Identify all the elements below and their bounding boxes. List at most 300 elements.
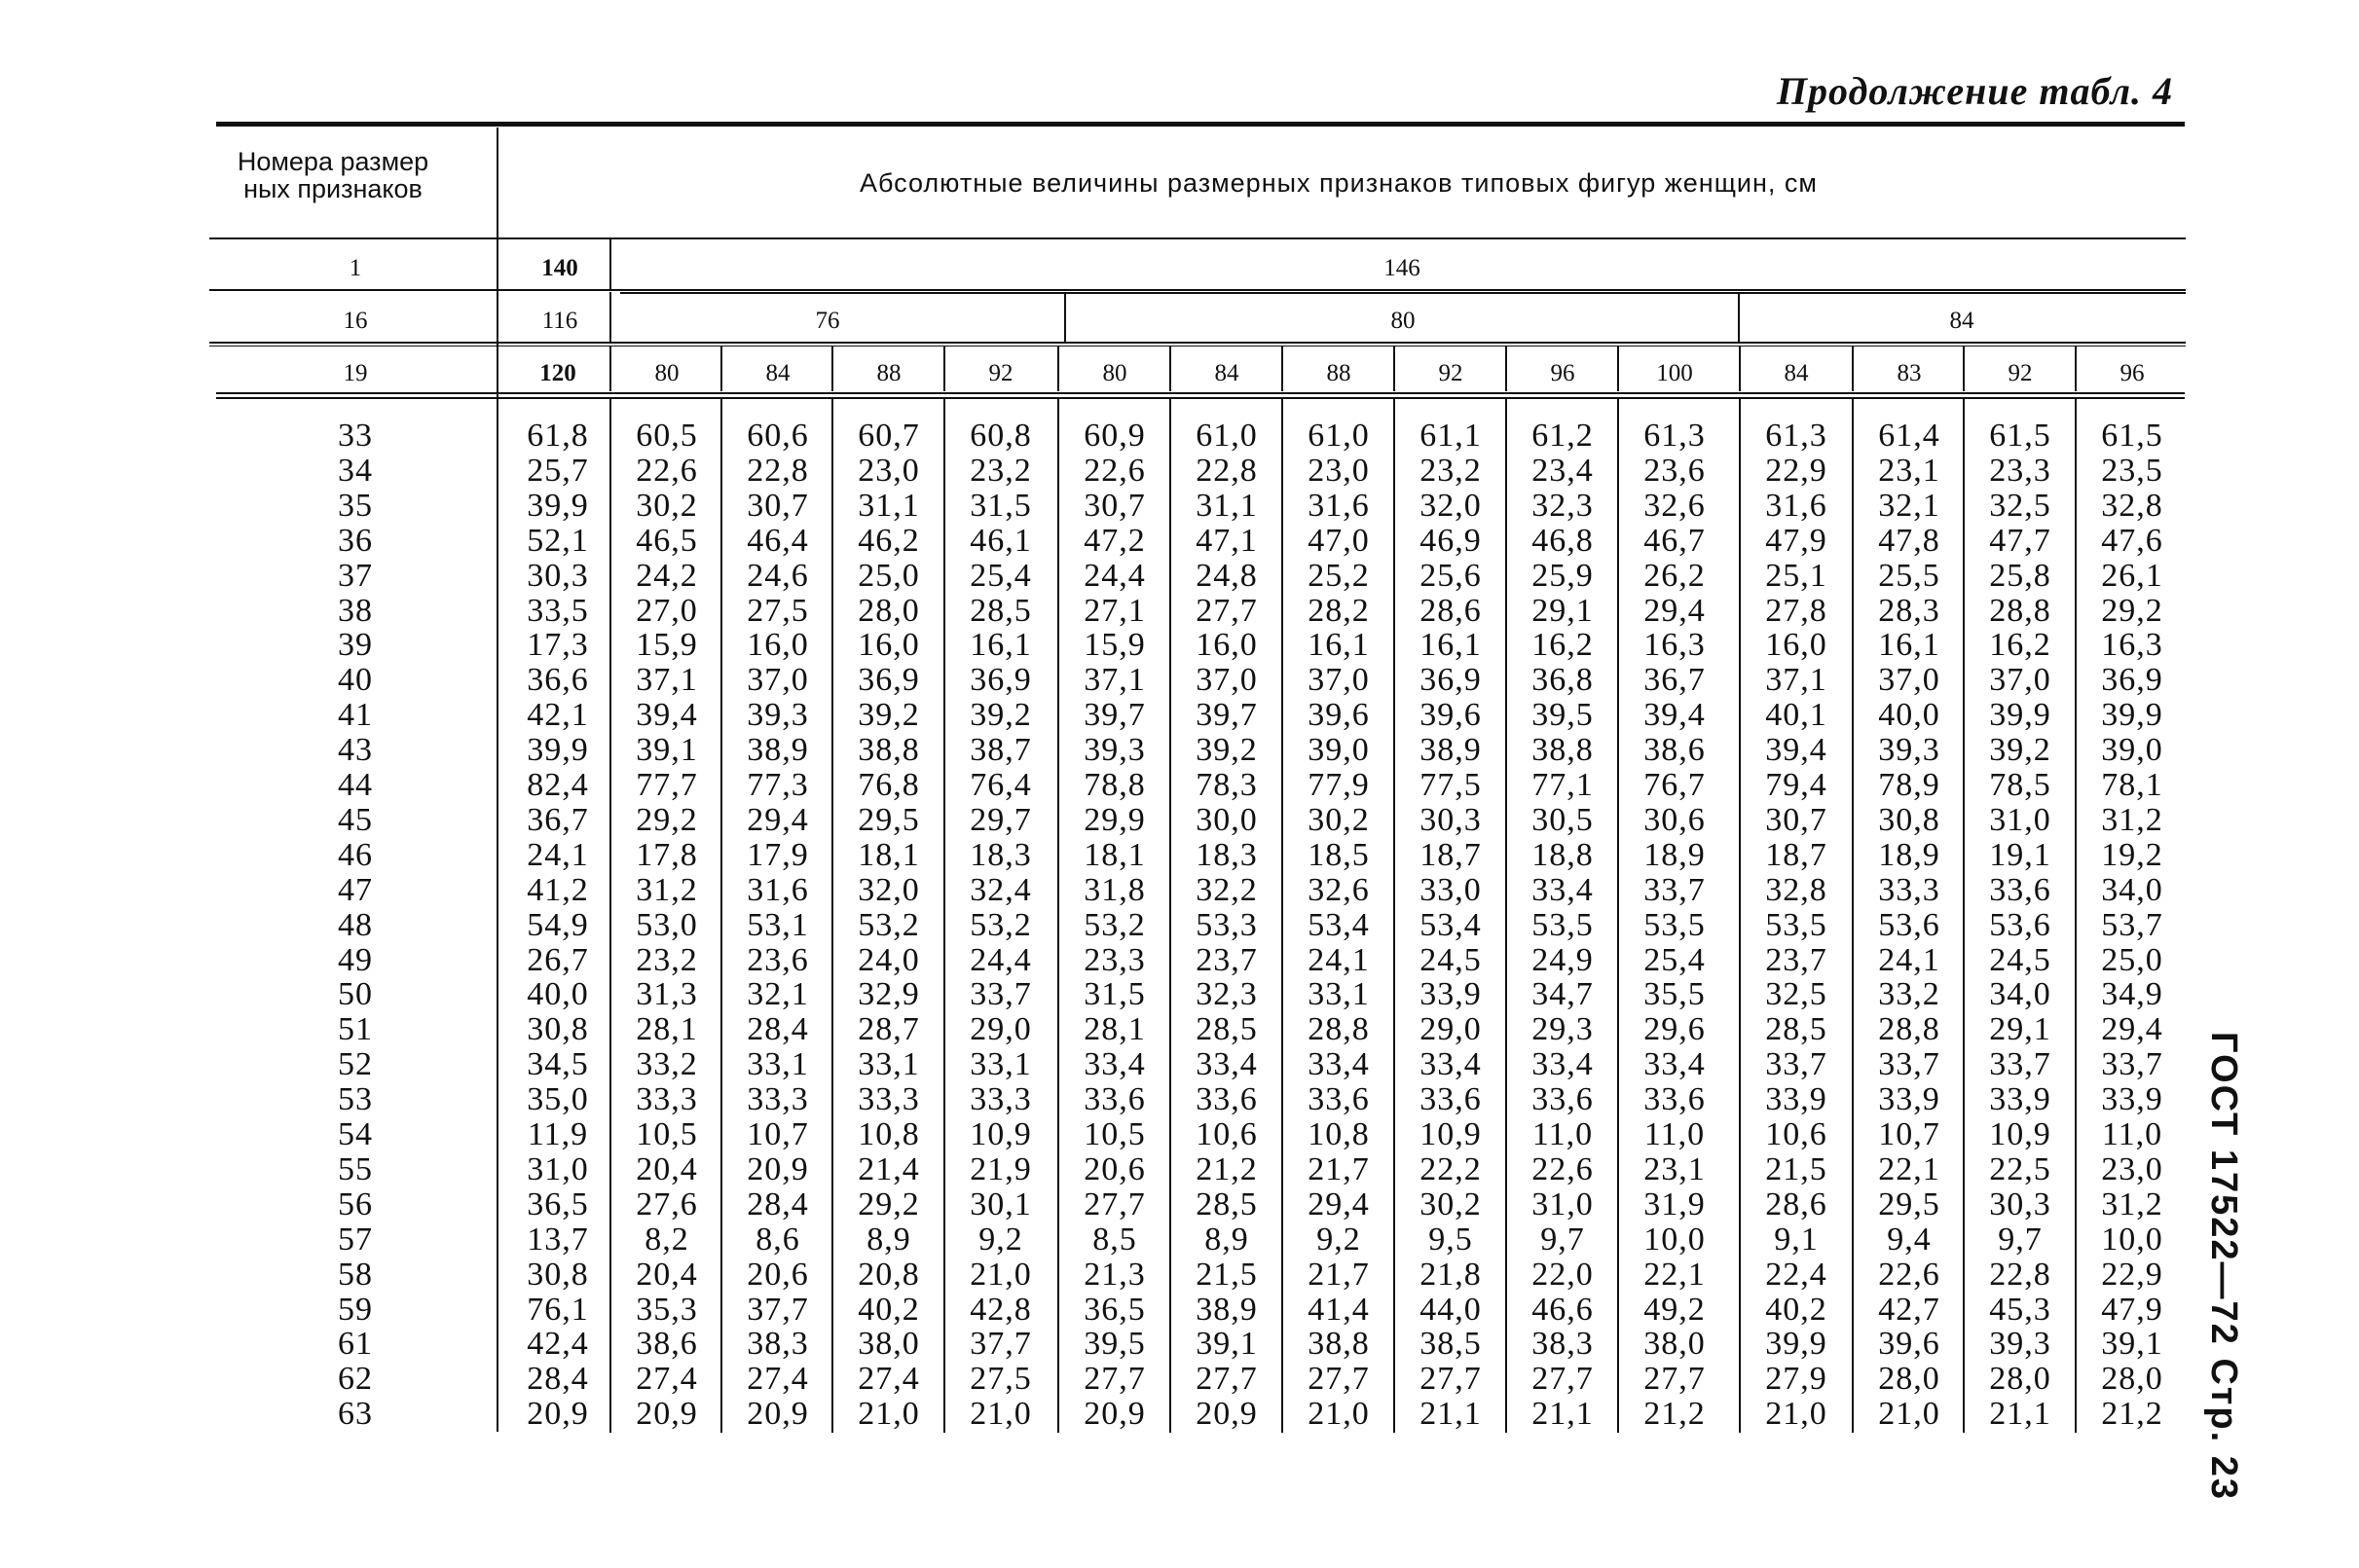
table-cell: 46,4 — [747, 522, 809, 559]
table-cell: 40,0 — [1878, 697, 1940, 734]
table-cell: 26,7 — [527, 941, 589, 978]
table-cell: 25,4 — [1643, 941, 1706, 978]
table-cell: 35,0 — [527, 1081, 589, 1118]
table-cell: 28,0 — [858, 592, 920, 629]
table-cell: 23,2 — [636, 941, 698, 978]
table-cell: 33,7 — [970, 976, 1032, 1013]
header-separator — [1169, 346, 1171, 391]
table-cell: 31,8 — [1084, 871, 1146, 908]
table-cell: 30,6 — [1643, 801, 1706, 838]
table-cell: 8,9 — [866, 1221, 911, 1258]
header-row1-label: 1 — [349, 255, 362, 281]
table-cell: 23,3 — [1989, 452, 2051, 489]
table-cell: 20,8 — [858, 1256, 920, 1293]
table-cell: 44,0 — [1419, 1291, 1482, 1328]
table-cell: 31,1 — [858, 487, 920, 524]
table-row — [0, 1222, 2239, 1257]
table-cell: 61,2 — [1531, 418, 1594, 454]
table-row — [0, 559, 2239, 593]
table-cell: 53,3 — [1196, 906, 1258, 943]
table-cell: 18,1 — [1084, 836, 1146, 873]
table-cell: 53,0 — [636, 906, 698, 943]
table-cell: 10,8 — [858, 1116, 920, 1152]
column-separator — [1739, 399, 1741, 1433]
table-cell: 10,6 — [1196, 1116, 1258, 1152]
header-row1-group: 146 — [1383, 255, 1420, 281]
table-cell: 38,8 — [1308, 1326, 1370, 1363]
table-cell: 31,5 — [1084, 976, 1146, 1013]
table-cell: 31,9 — [1643, 1185, 1706, 1222]
table-cell: 61,8 — [527, 418, 589, 454]
table-cell: 39,4 — [1643, 697, 1706, 734]
table-cell: 24,2 — [636, 557, 698, 594]
table-cell: 20,4 — [636, 1150, 698, 1187]
table-cell: 26,2 — [1643, 557, 1706, 594]
table-cell: 33,6 — [1084, 1081, 1146, 1118]
table-cell: 33,4 — [1531, 1046, 1594, 1083]
feature-number: 33 — [338, 418, 373, 454]
table-cell: 30,2 — [1419, 1185, 1482, 1222]
table-cell: 32,0 — [858, 871, 920, 908]
table-cell: 33,4 — [1531, 871, 1594, 908]
table-cell: 53,5 — [1765, 906, 1827, 943]
table-cell: 33,7 — [1643, 871, 1706, 908]
table-cell: 28,4 — [527, 1361, 589, 1398]
table-cell: 53,2 — [858, 906, 920, 943]
table-cell: 28,3 — [1878, 592, 1940, 629]
table-cell: 23,4 — [1531, 452, 1594, 489]
table-cell: 27,5 — [747, 592, 809, 629]
table-cell: 78,1 — [2101, 767, 2163, 803]
table-cell: 18,9 — [1643, 836, 1706, 873]
table-cell: 46,9 — [1419, 522, 1482, 559]
table-row — [0, 838, 2239, 872]
table-cell: 25,0 — [2101, 941, 2163, 978]
header-row3-col: 84 — [765, 360, 791, 386]
table-cell: 40,0 — [527, 976, 589, 1013]
header-separator — [609, 346, 611, 391]
table-cell: 34,5 — [527, 1046, 589, 1083]
table-cell: 10,8 — [1308, 1116, 1370, 1152]
table-cell: 23,2 — [970, 452, 1032, 489]
table-cell: 27,7 — [1419, 1361, 1482, 1398]
table-cell: 18,7 — [1419, 836, 1482, 873]
table-cell: 33,5 — [527, 592, 589, 629]
table-cell: 21,4 — [858, 1150, 920, 1187]
page-sidebar-label: ГОСТ 17522—72 Стр. 23 — [2203, 1032, 2244, 1502]
feature-number: 40 — [338, 662, 373, 699]
table-cell: 45,3 — [1989, 1291, 2051, 1328]
header-absolute-values: Абсолютные величины размерных признаков типовых фигур женщин, см — [860, 168, 1818, 198]
table-cell: 21,7 — [1308, 1256, 1370, 1293]
table-cell: 28,4 — [747, 1011, 809, 1048]
table-cell: 20,9 — [636, 1396, 698, 1433]
table-cell: 11,0 — [1531, 1116, 1594, 1152]
feature-number: 36 — [338, 522, 373, 559]
table-cell: 32,8 — [2101, 487, 2163, 524]
column-separator — [1281, 399, 1283, 1433]
table-cell: 24,9 — [1531, 941, 1594, 978]
header-separator — [720, 346, 722, 391]
table-cell: 33,3 — [970, 1081, 1032, 1118]
table-cell: 38,9 — [747, 732, 809, 769]
table-cell: 39,9 — [1989, 697, 2051, 734]
table-cell: 33,6 — [1531, 1081, 1594, 1118]
table-cell: 30,8 — [1878, 801, 1940, 838]
table-cell: 53,2 — [970, 906, 1032, 943]
header-row3-col: 92 — [2008, 360, 2033, 386]
table-cell: 36,7 — [1643, 662, 1706, 699]
table-cell: 39,9 — [527, 732, 589, 769]
header-row1-group: 140 — [541, 255, 578, 281]
table-cell: 39,6 — [1419, 697, 1482, 734]
table-cell: 22,8 — [747, 452, 809, 489]
table-cell: 42,8 — [970, 1291, 1032, 1328]
table-row — [0, 733, 2239, 767]
table-cell: 21,0 — [970, 1256, 1032, 1293]
feature-number: 39 — [338, 627, 373, 664]
table-cell: 78,9 — [1878, 767, 1940, 803]
table-cell: 38,0 — [1643, 1326, 1706, 1363]
table-cell: 21,1 — [1419, 1396, 1482, 1433]
table-cell: 32,0 — [1419, 487, 1482, 524]
table-cell: 39,0 — [2101, 732, 2163, 769]
table-cell: 33,7 — [1878, 1046, 1940, 1083]
table-cell: 25,4 — [970, 557, 1032, 594]
table-cell: 33,4 — [1308, 1046, 1370, 1083]
table-cell: 77,9 — [1308, 767, 1370, 803]
table-cell: 22,6 — [636, 452, 698, 489]
table-cell: 33,2 — [636, 1046, 698, 1083]
header-row3-col: 96 — [2119, 360, 2145, 386]
table-cell: 76,8 — [858, 767, 920, 803]
table-cell: 16,1 — [1878, 627, 1940, 664]
table-cell: 29,5 — [1878, 1185, 1940, 1222]
table-cell: 30,2 — [1308, 801, 1370, 838]
feature-number: 44 — [338, 767, 373, 803]
table-cell: 54,9 — [527, 906, 589, 943]
table-cell: 23,7 — [1765, 941, 1827, 978]
table-cell: 40,2 — [1765, 1291, 1827, 1328]
table-cell: 49,2 — [1643, 1291, 1706, 1328]
table-cell: 33,9 — [1765, 1081, 1827, 1118]
table-cell: 29,2 — [2101, 592, 2163, 629]
table-row — [0, 1012, 2239, 1046]
table-cell: 18,3 — [1196, 836, 1258, 873]
table-cell: 22,6 — [1878, 1256, 1940, 1293]
table-cell: 77,7 — [636, 767, 698, 803]
table-row — [0, 698, 2239, 732]
table-cell: 9,4 — [1887, 1221, 1932, 1258]
table-cell: 36,9 — [858, 662, 920, 699]
table-cell: 33,3 — [636, 1081, 698, 1118]
table-cell: 40,1 — [1765, 697, 1827, 734]
table-cell: 24,5 — [1419, 941, 1482, 978]
table-cell: 60,5 — [636, 418, 698, 454]
feature-number: 38 — [338, 592, 373, 629]
table-cell: 23,0 — [858, 452, 920, 489]
table-row — [0, 594, 2239, 628]
table-cell: 32,2 — [1196, 871, 1258, 908]
table-cell: 38,8 — [1531, 732, 1594, 769]
header-separator — [1739, 346, 1741, 391]
table-cell: 16,3 — [2101, 627, 2163, 664]
table-cell: 47,9 — [2101, 1291, 2163, 1328]
feature-number: 62 — [338, 1361, 373, 1398]
header-divider — [620, 292, 2186, 294]
table-cell: 10,5 — [1084, 1116, 1146, 1152]
table-cell: 28,6 — [1765, 1185, 1827, 1222]
table-cell: 38,8 — [858, 732, 920, 769]
table-cell: 25,7 — [527, 452, 589, 489]
header-row2-group: 84 — [1949, 308, 1974, 334]
table-cell: 33,7 — [1765, 1046, 1827, 1083]
header-row2-group: 80 — [1390, 308, 1416, 334]
table-cell: 23,0 — [1308, 452, 1370, 489]
feature-number: 51 — [338, 1011, 373, 1048]
table-row — [0, 524, 2239, 558]
table-cell: 8,5 — [1092, 1221, 1137, 1258]
table-cell: 22,6 — [1084, 452, 1146, 489]
table-cell: 28,1 — [1084, 1011, 1146, 1048]
table-cell: 27,4 — [747, 1361, 809, 1398]
header-row3-col: 92 — [1438, 360, 1463, 386]
table-cell: 21,5 — [1196, 1256, 1258, 1293]
table-cell: 33,4 — [1643, 1046, 1706, 1083]
column-separator — [1852, 399, 1854, 1433]
table-cell: 53,1 — [747, 906, 809, 943]
table-cell: 25,0 — [858, 557, 920, 594]
column-separator — [1057, 399, 1059, 1433]
table-cell: 20,9 — [747, 1150, 809, 1187]
table-cell: 9,1 — [1774, 1221, 1819, 1258]
table-cell: 21,9 — [970, 1150, 1032, 1187]
header-separator — [1963, 346, 1965, 391]
header-divider — [209, 342, 2186, 344]
table-row — [0, 977, 2239, 1011]
table-cell: 53,4 — [1308, 906, 1370, 943]
table-cell: 39,6 — [1308, 697, 1370, 734]
table-cell: 8,6 — [756, 1221, 800, 1258]
column-separator — [831, 399, 833, 1433]
table-cell: 15,9 — [636, 627, 698, 664]
table-cell: 16,0 — [858, 627, 920, 664]
table-cell: 38,3 — [747, 1326, 809, 1363]
table-cell: 30,2 — [636, 487, 698, 524]
feature-number: 59 — [338, 1291, 373, 1328]
header-separator — [1064, 292, 1066, 343]
table-cell: 10,9 — [1419, 1116, 1482, 1152]
table-cell: 39,2 — [858, 697, 920, 734]
table-cell: 28,7 — [858, 1011, 920, 1048]
table-cell: 37,0 — [1196, 662, 1258, 699]
table-cell: 28,4 — [747, 1185, 809, 1222]
header-separator — [831, 346, 833, 391]
table-cell: 24,4 — [970, 941, 1032, 978]
table-cell: 23,2 — [1419, 452, 1482, 489]
table-cell: 16,0 — [1196, 627, 1258, 664]
feature-number: 57 — [338, 1221, 373, 1258]
table-cell: 47,0 — [1308, 522, 1370, 559]
table-cell: 28,2 — [1308, 592, 1370, 629]
table-cell: 39,6 — [1878, 1326, 1940, 1363]
table-cell: 33,9 — [1419, 976, 1482, 1013]
table-cell: 23,1 — [1643, 1150, 1706, 1187]
table-cell: 33,4 — [1419, 1046, 1482, 1083]
header-row2-group: 116 — [541, 308, 578, 334]
table-cell: 10,9 — [970, 1116, 1032, 1152]
table-cell: 28,0 — [1989, 1361, 2051, 1398]
table-cell: 10,0 — [2101, 1221, 2163, 1258]
table-caption: Продолжение табл. 4 — [1776, 69, 2173, 113]
table-cell: 37,0 — [1308, 662, 1370, 699]
table-cell: 77,3 — [747, 767, 809, 803]
table-cell: 39,5 — [1531, 697, 1594, 734]
header-row2-group: 76 — [815, 308, 840, 334]
table-cell: 10,6 — [1765, 1116, 1827, 1152]
header-separator — [1617, 346, 1619, 391]
table-cell: 36,9 — [2101, 662, 2163, 699]
table-cell: 37,1 — [636, 662, 698, 699]
table-cell: 25,2 — [1308, 557, 1370, 594]
table-cell: 9,5 — [1428, 1221, 1473, 1258]
table-row — [0, 1152, 2239, 1186]
table-cell: 39,3 — [1084, 732, 1146, 769]
feature-number: 56 — [338, 1185, 373, 1222]
table-cell: 42,1 — [527, 697, 589, 734]
table-cell: 39,1 — [1196, 1326, 1258, 1363]
table-cell: 29,5 — [858, 801, 920, 838]
table-cell: 22,4 — [1765, 1256, 1827, 1293]
table-cell: 20,9 — [1196, 1396, 1258, 1433]
table-cell: 27,0 — [636, 592, 698, 629]
feature-number: 53 — [338, 1081, 373, 1118]
header-separator — [1281, 346, 1283, 391]
table-cell: 30,8 — [527, 1256, 589, 1293]
table-cell: 33,9 — [1878, 1081, 1940, 1118]
table-cell: 10,0 — [1643, 1221, 1706, 1258]
table-row — [0, 1117, 2239, 1151]
feature-number: 50 — [338, 976, 373, 1013]
column-separator — [1617, 399, 1619, 1433]
table-cell: 24,0 — [858, 941, 920, 978]
table-cell: 27,7 — [1196, 1361, 1258, 1398]
table-cell: 38,3 — [1531, 1326, 1594, 1363]
table-cell: 21,0 — [1308, 1396, 1370, 1433]
table-cell: 31,2 — [2101, 801, 2163, 838]
column-separator — [720, 399, 722, 1433]
table-cell: 36,8 — [1531, 662, 1594, 699]
table-cell: 25,9 — [1531, 557, 1594, 594]
table-cell: 79,4 — [1765, 767, 1827, 803]
table-cell: 20,6 — [1084, 1150, 1146, 1187]
table-cell: 38,6 — [636, 1326, 698, 1363]
table-cell: 11,9 — [527, 1116, 589, 1152]
table-cell: 9,7 — [1998, 1221, 2043, 1258]
table-cell: 30,3 — [1419, 801, 1482, 838]
table-cell: 25,6 — [1419, 557, 1482, 594]
table-cell: 22,8 — [1196, 452, 1258, 489]
table-cell: 21,2 — [1196, 1150, 1258, 1187]
table-cell: 24,1 — [1308, 941, 1370, 978]
feature-number: 37 — [338, 557, 373, 594]
table-cell: 27,4 — [636, 1361, 698, 1398]
table-cell: 19,2 — [2101, 836, 2163, 873]
table-cell: 39,1 — [2101, 1326, 2163, 1363]
table-cell: 37,1 — [1084, 662, 1146, 699]
table-cell: 33,3 — [1878, 871, 1940, 908]
table-cell: 10,9 — [1989, 1116, 2051, 1152]
header-row3-label: 19 — [343, 360, 368, 386]
table-cell: 38,7 — [970, 732, 1032, 769]
table-cell: 17,9 — [747, 836, 809, 873]
header-separator — [1505, 346, 1507, 391]
table-cell: 36,9 — [970, 662, 1032, 699]
table-cell: 33,9 — [1989, 1081, 2051, 1118]
table-row — [0, 1397, 2239, 1431]
header-separator — [1852, 346, 1854, 391]
header-bottom-rule — [216, 397, 2185, 399]
table-cell: 32,9 — [858, 976, 920, 1013]
table-cell: 20,9 — [527, 1396, 589, 1433]
table-cell: 30,3 — [527, 557, 589, 594]
table-cell: 33,6 — [1643, 1081, 1706, 1118]
table-cell: 61,0 — [1196, 418, 1258, 454]
table-cell: 46,8 — [1531, 522, 1594, 559]
table-cell: 29,1 — [1531, 592, 1594, 629]
table-cell: 21,3 — [1084, 1256, 1146, 1293]
feature-number: 52 — [338, 1046, 373, 1083]
table-cell: 30,0 — [1196, 801, 1258, 838]
feature-number: 45 — [338, 801, 373, 838]
header-row3-col: 80 — [654, 360, 680, 386]
table-cell: 28,8 — [1308, 1011, 1370, 1048]
table-cell: 82,4 — [527, 767, 589, 803]
table-cell: 33,3 — [858, 1081, 920, 1118]
table-cell: 18,1 — [858, 836, 920, 873]
data-table — [0, 419, 2239, 1440]
table-cell: 39,9 — [527, 487, 589, 524]
table-cell: 33,1 — [747, 1046, 809, 1083]
table-cell: 61,3 — [1643, 418, 1706, 454]
column-separator — [609, 399, 611, 1433]
header-row3-col: 100 — [1656, 360, 1693, 386]
table-cell: 8,9 — [1204, 1221, 1249, 1258]
table-cell: 28,8 — [1989, 592, 2051, 629]
table-cell: 22,0 — [1531, 1256, 1594, 1293]
table-cell: 22,6 — [1531, 1150, 1594, 1187]
table-cell: 42,7 — [1878, 1291, 1940, 1328]
table-cell: 16,0 — [1765, 627, 1827, 664]
table-cell: 60,6 — [747, 418, 809, 454]
feature-number: 55 — [338, 1150, 373, 1187]
table-cell: 33,4 — [1196, 1046, 1258, 1083]
table-cell: 39,2 — [1196, 732, 1258, 769]
table-cell: 24,1 — [527, 836, 589, 873]
table-cell: 32,3 — [1531, 487, 1594, 524]
table-row — [0, 1047, 2239, 1081]
table-row — [0, 454, 2239, 488]
feature-number: 48 — [338, 906, 373, 943]
table-cell: 24,5 — [1989, 941, 2051, 978]
table-cell: 22,9 — [2101, 1256, 2163, 1293]
table-cell: 18,5 — [1308, 836, 1370, 873]
feature-number: 46 — [338, 836, 373, 873]
table-cell: 30,7 — [747, 487, 809, 524]
table-cell: 17,8 — [636, 836, 698, 873]
table-cell: 28,0 — [1878, 1361, 1940, 1398]
table-cell: 29,0 — [1419, 1011, 1482, 1048]
